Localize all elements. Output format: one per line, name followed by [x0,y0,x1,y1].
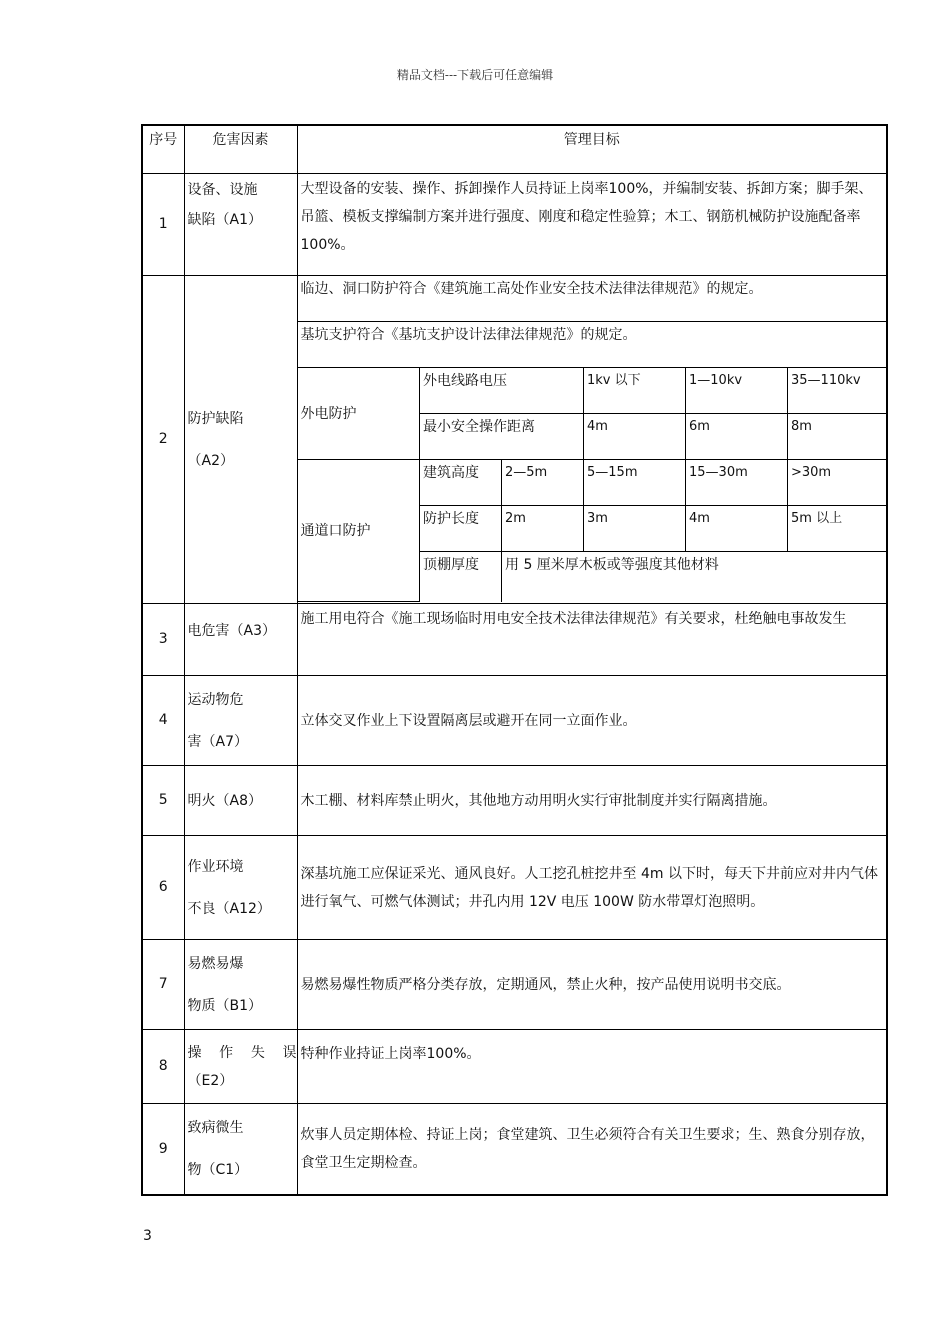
table-header-row [142,125,887,173]
length-value: 4m [686,506,788,552]
power-protection-label: 外电防护 [298,368,420,460]
table-row [142,603,887,675]
target-composite-cell [297,275,887,603]
row-seq: 6 [142,835,184,939]
target-cell: 易燃易爆性物质严格分类存放，定期通风，禁止火种，按产品使用说明书交底。 [297,939,887,1029]
hazard-cell [184,1103,297,1195]
table-row [142,173,887,275]
target-cell: 大型设备的安装、操作、拆卸操作人员持证上岗率100%，并编制安装、拆卸方案；脚手架、吊篮、模板支撑编制方案并进行强度、刚度和稳定性验算；木工、钢筋机械防护设施配备率100%。 [297,173,887,275]
hazard-management-table [141,124,888,1196]
hazard-line: 致病微生 [187,1120,244,1137]
target-cell: 炊事人员定期体检、持证上岗；食堂建筑、卫生必须符合有关卫生要求；生、熟食分别存放，食堂卫生定期检查。 [297,1103,887,1195]
header-hazard: 危害因素 [184,125,297,173]
table-row [142,835,887,939]
hazard-line: 缺陷（A1） [187,211,262,228]
row-seq: 5 [142,765,184,835]
row-seq: 7 [142,939,184,1029]
length-value: 5m 以上 [788,506,887,552]
length-value: 3m [584,506,686,552]
edge-protection-text: 临边、洞口防护符合《建筑施工高处作业安全技术法律法律规范》的规定。 [298,276,887,322]
table-row [142,1029,887,1103]
target-cell: 木工棚、材料库禁止明火，其他地方动用明火实行审批制度并实行隔离措施。 [297,765,887,835]
roof-label: 顶棚厚度 [420,552,502,602]
hazard-line: 运动物危 [187,691,244,708]
hazard-cell [184,275,297,603]
table-row [142,275,887,603]
hazard-cell: 明火（A8） [184,765,297,835]
table-row [142,675,887,765]
hazard-cell [184,1029,297,1103]
passage-protection-label: 通道口防护 [298,460,420,602]
header-target: 管理目标 [297,125,887,173]
hazard-line: 操作失误 [187,1044,297,1061]
row-seq: 9 [142,1103,184,1195]
row-seq: 3 [142,603,184,675]
hazard-line: 不良（A12） [187,900,271,917]
hazard-cell [184,675,297,765]
table-row [142,939,887,1029]
hazard-line: （A2） [187,452,234,469]
hazard-cell [184,173,297,275]
page-number: 3 [143,1228,152,1244]
target-cell: 施工用电符合《施工现场临时用电安全技术法律法律规范》有关要求，杜绝触电事故发生 [297,603,887,675]
protection-subtable [298,276,887,603]
hazard-line: 物（C1） [187,1162,249,1179]
voltage-value: 35—110kv [788,368,887,414]
table-row [142,765,887,835]
page-header-note: 精品文档---下载后可任意编辑 [396,68,554,82]
length-label: 防护长度 [420,506,502,552]
hazard-line: 作业环境 [187,858,244,875]
distance-label: 最小安全操作距离 [420,414,584,460]
height-value: 15—30m [686,460,788,506]
distance-value: 4m [584,414,686,460]
hazard-line: 物质（B1） [187,997,263,1014]
table-row [142,1103,887,1195]
row-seq: 8 [142,1029,184,1103]
header-seq: 序号 [142,125,184,173]
row-seq: 4 [142,675,184,765]
hazard-line: 易燃易爆 [187,955,244,972]
hazard-cell: 电危害（A3） [184,603,297,675]
voltage-value: 1—10kv [686,368,788,414]
roof-value: 用 5 厘米厚木板或等强度其他材料 [502,552,887,602]
distance-value: 6m [686,414,788,460]
pit-support-text: 基坑支护符合《基坑支护设计法律法律规范》的规定。 [298,322,887,368]
height-value: 5—15m [584,460,686,506]
row-seq: 2 [142,275,184,603]
hazard-line: 设备、设施 [187,181,258,198]
distance-value: 8m [788,414,887,460]
target-cell: 特种作业持证上岗率100%。 [297,1029,887,1103]
height-label: 建筑高度 [420,460,502,506]
voltage-value: 1kv 以下 [584,368,686,414]
height-value: 2—5m [502,460,584,506]
target-cell: 深基坑施工应保证采光、通风良好。人工挖孔桩挖井至 4m 以下时，每天下井前应对井内气体进行氧气、可燃气体测试；井孔内用 12V 电压 100W 防水带罩灯泡照明。 [297,835,887,939]
hazard-line: 防护缺陷 [187,410,244,427]
row-seq: 1 [142,173,184,275]
voltage-label: 外电线路电压 [420,368,584,414]
hazard-cell [184,835,297,939]
hazard-cell [184,939,297,1029]
hazard-line: （E2） [187,1072,234,1089]
height-value: >30m [788,460,887,506]
target-cell: 立体交叉作业上下设置隔离层或避开在同一立面作业。 [297,675,887,765]
length-value: 2m [502,506,584,552]
hazard-line: 害（A7） [187,733,248,750]
